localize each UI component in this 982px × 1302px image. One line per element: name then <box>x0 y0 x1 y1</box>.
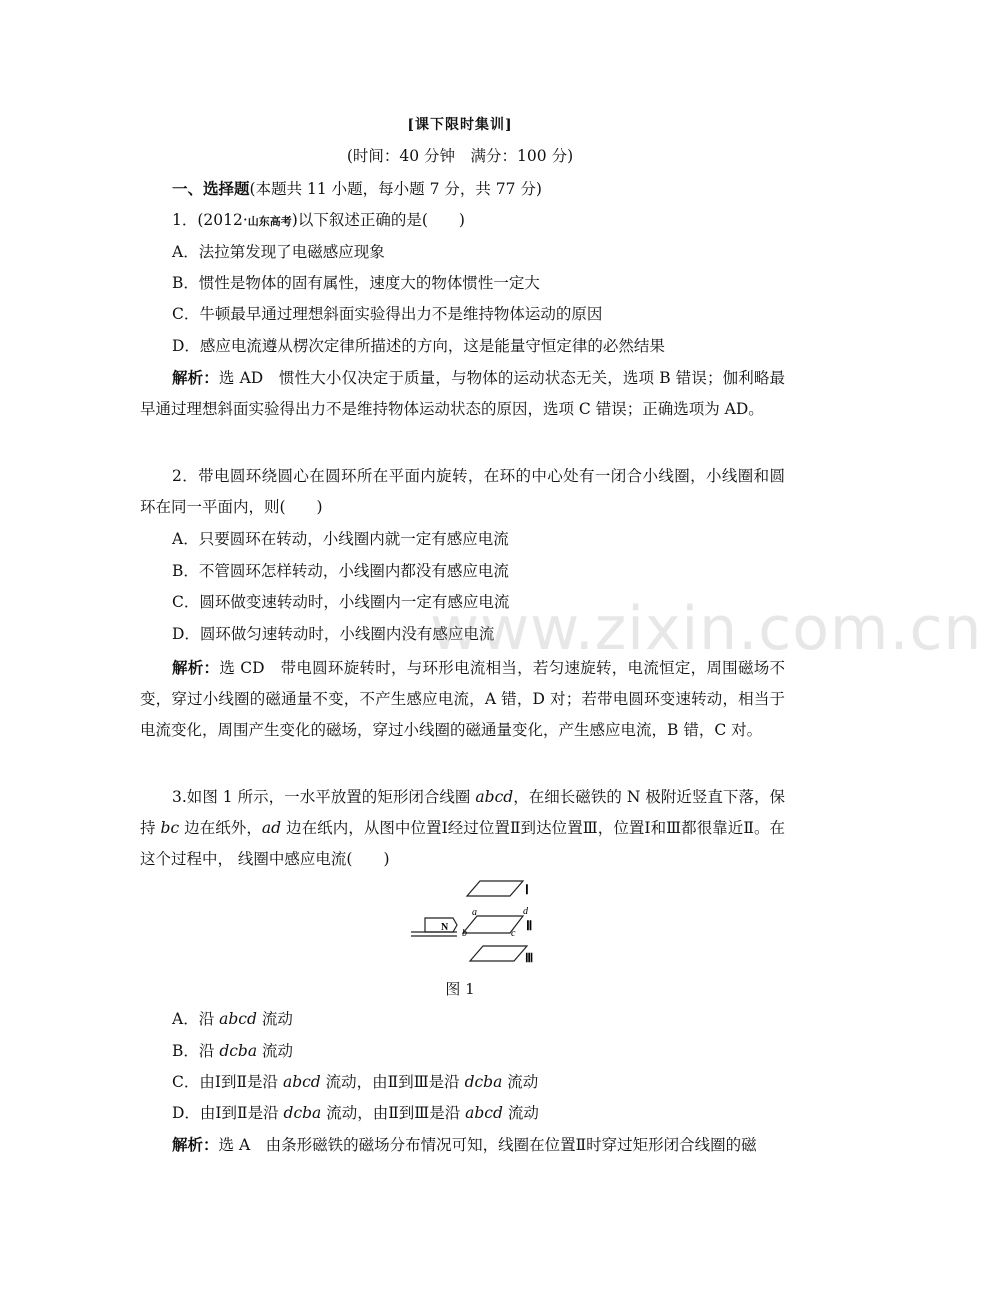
q3-option-italic: abcd <box>465 1104 503 1122</box>
coil-position-3 <box>470 946 527 961</box>
q3-option-c <box>172 1071 538 1093</box>
label-d: d <box>523 906 528 917</box>
q1-option-a: A．法拉第发现了电磁感应现象 <box>172 243 385 261</box>
q3-option-italic: abcd <box>219 1010 257 1028</box>
q3-analysis <box>172 1134 757 1156</box>
q3-stem-part: 边在纸外， <box>179 819 262 837</box>
q3-analysis-text: 选 A 由条形磁铁的磁场分布情况可知，线圈在位置Ⅱ时穿过矩形闭合线圈的磁 <box>218 1136 757 1154</box>
q3-option-italic: dcba <box>219 1042 258 1060</box>
figure-1-coil-diagram <box>405 876 555 976</box>
q1-number: 1．(2012· <box>172 211 248 229</box>
q3-stem-part: 3.如图 1 所示，一水平放置的矩形闭合线圈 <box>172 788 476 806</box>
label-position-1: Ⅰ <box>525 882 529 897</box>
q3-option-text: 流动 <box>256 1010 293 1028</box>
q3-stem-part: ，在细长磁铁的 N 极附近竖直下落，保持 <box>140 788 786 837</box>
q2-analysis-text: 选 CD 带电圆环旋转时，与环形电流相当，若匀速旋转，电流恒定，周围磁场不变，穿过小线圈的磁通量不变，不产生感应电流，A 错，D 对；若带电圆环变速转动，相当于电流变化，周围产生变化的磁场，穿过小线圈的磁通量变化，产生感应电流，B 错，C 对。 <box>140 659 785 739</box>
q3-option-italic: dcba <box>283 1104 322 1122</box>
label-position-3: Ⅲ <box>525 951 534 965</box>
label-a: a <box>472 907 477 918</box>
q3-option-text: 流动，由Ⅱ到Ⅲ是沿 <box>321 1104 466 1122</box>
q1-analysis <box>140 362 785 425</box>
q3-option-d <box>172 1102 539 1124</box>
q2-option-c: C．圆环做变速转动时，小线圈内一定有感应电流 <box>172 593 510 611</box>
q3-option-text: 流动 <box>502 1104 539 1122</box>
q3-option-text: 流动，由Ⅱ到Ⅲ是沿 <box>320 1073 465 1091</box>
q2-option-b: B．不管圆环怎样转动，小线圈内都没有感应电流 <box>172 562 509 580</box>
section-note: (本题共 11 小题，每小题 7 分，共 77 分) <box>249 180 542 198</box>
q1-stem <box>172 209 465 233</box>
q2-analysis <box>140 652 785 746</box>
q3-option-italic: dcba <box>464 1073 503 1091</box>
q3-stem-italic: bc <box>160 819 180 837</box>
q3-option-text: A．沿 <box>172 1010 220 1028</box>
q1-option-d: D．感应电流遵从楞次定律所描述的方向，这是能量守恒定律的必然结果 <box>172 337 665 355</box>
label-position-2: Ⅱ <box>526 918 533 933</box>
label-b: b <box>462 928 467 939</box>
section-heading-label: 一、选择题 <box>172 179 250 198</box>
q1-analysis-label: 解析： <box>172 368 219 387</box>
q1-stem-text: )以下叙述正确的是( ) <box>291 211 465 229</box>
q2-option-a: A．只要圆环在转动，小线圈内就一定有感应电流 <box>172 530 509 548</box>
q3-option-text: 流动 <box>502 1073 539 1091</box>
figure-caption: 图 1 <box>445 980 475 998</box>
q3-stem-italic: ad <box>261 819 282 837</box>
q1-source: 山东高考 <box>247 215 292 228</box>
q2-analysis-label: 解析： <box>172 658 220 677</box>
q3-option-text: B．沿 <box>172 1042 220 1060</box>
q3-option-text: 流动 <box>257 1042 294 1060</box>
q3-analysis-label: 解析： <box>172 1135 219 1154</box>
q3-stem <box>140 782 785 875</box>
q3-option-b <box>172 1040 293 1062</box>
label-magnet-n: N <box>441 922 449 933</box>
label-c: c <box>511 928 516 939</box>
q1-option-b: B．惯性是物体的固有属性，速度大的物体惯性一定大 <box>172 274 540 292</box>
coil-position-1 <box>467 881 523 896</box>
watermark: www.zixin.com.cn <box>430 594 982 664</box>
q3-option-text: C．由Ⅰ到Ⅱ是沿 <box>172 1073 283 1091</box>
page-subtitle: (时间：40 分钟 满分：100 分) <box>346 147 574 165</box>
q3-option-a <box>172 1008 293 1030</box>
section-heading <box>172 178 542 200</box>
q1-option-c: C．牛顿最早通过理想斜面实验得出力不是维持物体运动的原因 <box>172 305 603 323</box>
q1-analysis-text: 选 AD 惯性大小仅决定于质量，与物体的运动状态无关，选项 B 错误；伽利略最早通过理想斜面实验得出力不是维持物体运动状态的原因，选项 C 错误；正确选项为 AD。 <box>140 369 785 418</box>
q2-option-d: D．圆环做匀速转动时，小线圈内没有感应电流 <box>172 625 495 643</box>
q2-stem: 2．带电圆环绕圆心在圆环所在平面内旋转，在环的中心处有一闭合小线圈，小线圈和圆环在同一平面内，则( ) <box>140 467 785 516</box>
page-title: [课下限时集训] <box>407 117 513 133</box>
q3-stem-part: 边在纸内，从图中位置Ⅰ经过位置Ⅱ到达位置Ⅲ，位置Ⅰ和Ⅲ都很靠近Ⅱ。在这个过程中， 线圈中感应电流( ) <box>140 819 786 868</box>
q3-option-text: D．由Ⅰ到Ⅱ是沿 <box>172 1104 284 1122</box>
q3-option-italic: abcd <box>282 1073 321 1091</box>
q3-stem-italic: abcd <box>475 788 514 806</box>
